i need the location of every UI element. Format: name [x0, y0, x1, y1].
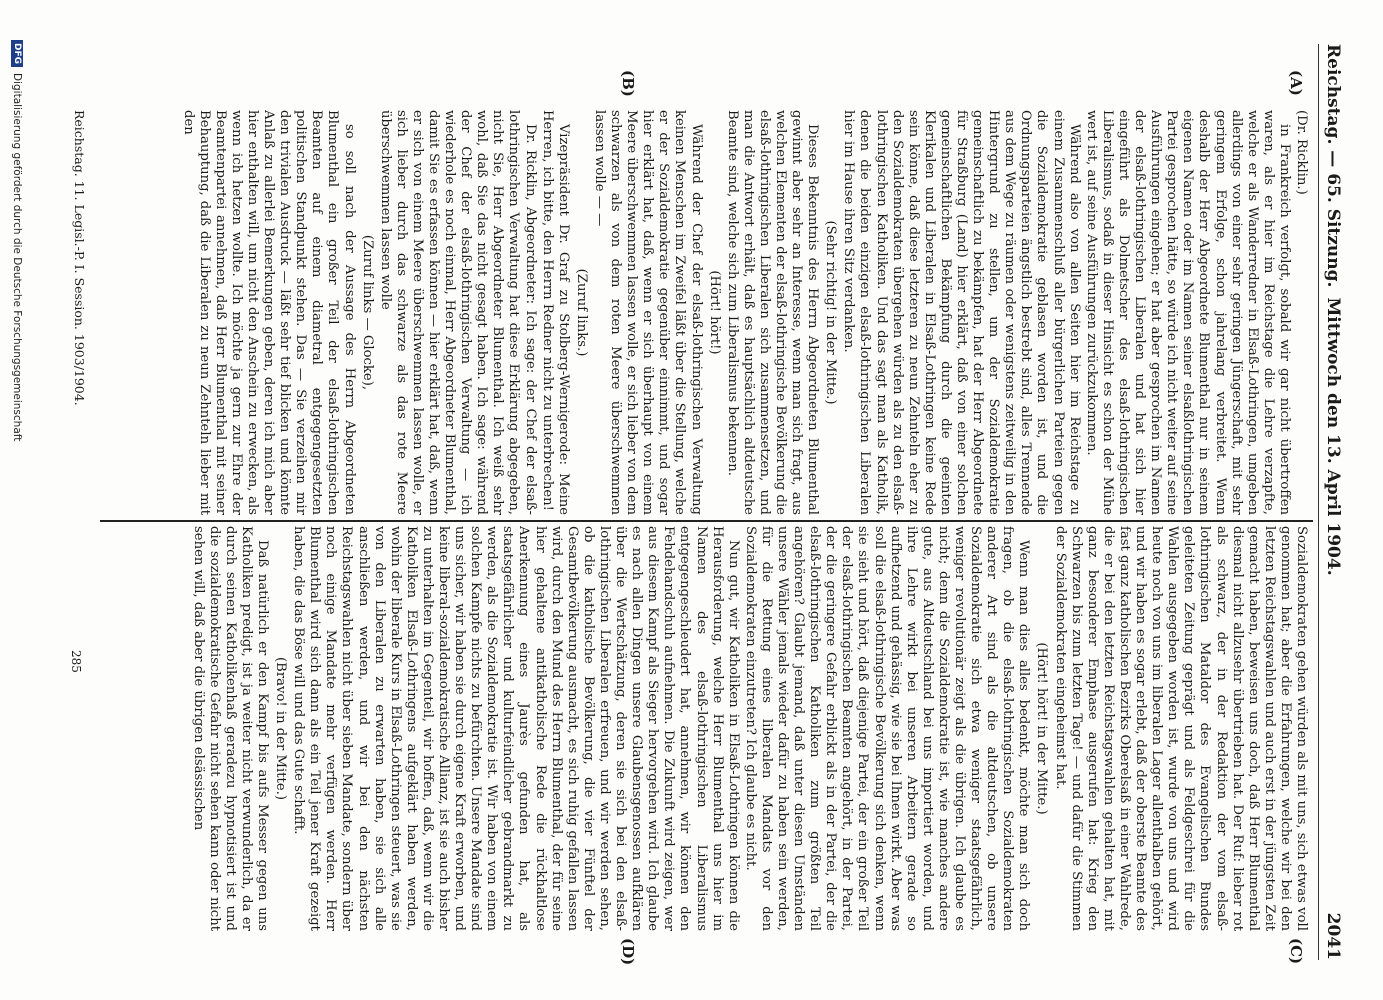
header-date: Mittwoch den 13. April 1904.	[1323, 297, 1343, 576]
margin-mark-c: (C)	[1287, 938, 1305, 965]
paragraph: Dr. Ricklin, Abgeordneter: Ich sage: der Chef der elsaß-lothringischen Verwaltung hat diese Erklärung abgegeben, nicht Sie, Herr Abgeordneter Blumenthal. Ich weiß sehr wohl, daß Sie das nicht gesagt haben. Ich sage: während der Chef der elsaß-lothringischen Verwaltung — ich wiederhole es noch einmal, Herr Abgeordneter Blumenthal, damit Sie es erfassen können — hier erklärt hat, daß, wenn er sich von einem Meere überschwemmen lassen wolle, er sich lieber durch das schwarze als das rote Meere überschwemmen lassen wolle	[377, 110, 538, 515]
margin-mark-b: (B)	[619, 70, 637, 97]
margin-mark-d: (D)	[619, 938, 637, 966]
interjection: (Sehr richtig! in der Mitte.)	[823, 220, 839, 405]
sheet-number: 285	[69, 650, 83, 673]
page-header	[1318, 44, 1357, 960]
paragraph: (Dr. Ricklin.)	[1294, 110, 1309, 195]
paragraph: Daß natürlich er den Kampf bis aufs Messer gegen uns Katholiken predigt, ist ja weiter nicht verwunderlich, da er durch seinen Katholikenhaß geradezu hypnotisiert ist und die sozialdemokratische Gefahr nicht sehen kann oder nicht sehen will, daß aber die übrigen elsässischen	[190, 526, 270, 931]
paragraph: Dieses Bekenntnis des Herrn Abgeordneten Blumenthal gewinnt aber sehr an Interesse, wenn man sich fragt, aus welchen Elementen der elsaß-lothringische Bevölkerung die elsaß-lothringischen Liberalen sich zusammensetzen, und man die Antwort erhält, daß es hauptsächlich altdeutsche Beamte sind, welche sich zum Liberalismus bekennen.	[724, 110, 821, 515]
header-page-number: 2041	[1323, 912, 1343, 960]
dfg-logo: DFG	[11, 40, 23, 67]
paragraph: Während also von allen Seiten hier im Reichstage zu einem Zusammenschluß aller bürgerlichen Parteien gegen die Sozialdemokratie geblasen worden ist, und die Ordnungsparteien ängstlich bestrebt sind, alles Trennende aus dem Wege zu räumen oder wenigstens zeitweilig in den Hintergrund zu stellen, um der Sozialdemokratie gemeinschaftlich zu bekämpfen, hat der Herr Abgeordnete für Straßburg (Land) hier erklärt, daß von einer solchen gemeinschaftlichen Bekämpfung durch die geeinten Klerikalen und Liberalen in Elsaß-Lothringen keine Rede sein könne, daß diese letzteren zu neun Zehnteln eher zu den Sozialdemokraten übergehen würden als zu den elsaß-lothringischen Katholiken. Und das sagt man als Katholik, denen die beiden einzigen elsaß-lothringischen Liberalen hier im Hause ihren Sitz verdanken.	[841, 110, 1082, 515]
column-divider	[100, 520, 1313, 522]
paragraph: Vizepräsident Dr. Graf zu Stolberg-Wernigerode: Meine Herren, ich bitte, den Herrn Redner nicht zu unterbrechen!	[539, 110, 571, 515]
margin-mark-a: (A)	[1287, 70, 1305, 96]
interjection: (Zuruf links — Glocke),	[359, 234, 375, 391]
digitization-notice: Digitalisierung gefördert durch die Deutsche Forschungsgemeinschaft	[11, 73, 23, 442]
interjection: (Hört! hört!)	[706, 270, 722, 355]
paragraph: Während der Chef der elsaß-lothringischen Verwaltung keinen Menschen im Zweifel läßt über die Stellung, welche er der Sozialdemokratie gegenüber einnimmt, und sogar hier erklärt hat, daß, wenn er sich überhaupt von einem Meere überschwemmen lassen wolle, er sich lieber von dem schwarzen als von dem roten Meere überschwemmen lassen wolle — —	[591, 110, 704, 515]
paragraph: in Frankreich verfolgt, sobald wir gar nicht übertroffen waren, als er hier im Reichstage die Lehre verzapfte, welche er als Wanderredner in Elsaß-Lothringen, umgeben allerdings von einer sehr geringen Jüngerschaft, mit sehr geringem Erfolge, schon jahrelang verbreitet. Wenn deshalb der Herr Abgeordnete Blumenthal nur in seinem eigenen Namen oder im Namen seiner elsaßlothringischen Partei gesprochen hätte, so würde ich nicht weiter auf seine Ausführungen eingehen; er hat aber gesprochen im Namen der elsaß-lothringischen Liberalen und hat sich hier eingeführt als Dolmetscher des elsaß-lothringischen Liberalismus, sodaß in dieser Hinsicht es schon der Mühe wert ist, auf seine Ausführungen zurückzukommen.	[1083, 110, 1292, 515]
interjection: (Hört! hört! in der Mitte.)	[1034, 642, 1050, 815]
footer-reference: Reichstag. 11. Legisl.-P. I. Session. 1903/1904.	[72, 110, 87, 406]
digitization-stamp	[11, 40, 23, 441]
interjection: (Zuruf links.)	[573, 268, 589, 357]
right-text-column	[96, 526, 1309, 931]
paragraph: so soll nach der Aussage des Herrn Abgeordneten Blumenthal ein großer Teil der elsaß-lothringischen Beamten auf einem diametral entgegengesetzten politischen Standpunkt stehen. Das — Sie verzeihen mir den trivialen Ausdruck — läßt sehr tief blicken und könnte Anlaß zu allerlei Bemerkungen geben, deren ich mich aber hier enthalten will, um nicht den Anschein zu erwecken, als wenn ich hetzen wollte. Ich möchte ja gern zur Ehre der Beamtenpartei annehmen, daß Herr Blumenthal mit seiner Behauptung, daß die Liberalen zu neun Zehnteln lieber mit den	[180, 110, 357, 515]
paragraph: Sozialdemokraten gehen würden als mit uns, sich etwas voll genommen hat; aber die Erfahrungen, welche wir bei den letzten Reichstagswahlen und auch erst in der jüngsten Zeit gemacht haben, beweisen uns doch, daß Herr Blumenthal diesmal nicht allzusehr übertrieben hat. Der Ruf: lieber rot als schwarz, der in der Redaktion der vom elsaß-lothringischen Mataldor des Evangelischen Bundes geleiteten Zeitung geprägt und als Feldgeschrei für die Wahlen ausgegeben worden ist, wurde von uns und wird heute noch von uns im liberalen Lager allenthalben gehört, und wir haben es sogar erlebt, daß der oberste Beamte des fast ganz katholischen Bezirks Oberelsaß in einer Wahlrede, die er bei den letzten Reichstagswahlen gehalten hat, mit ganz besonderer Emphase ausgerufen hat: Krieg den Schwarzen bis zum letzten Tage! — und dafür die Stimmen der Sozialdemokraten eingeheimst hat.	[1052, 526, 1309, 931]
paragraph: Wenn man dies alles bedenkt, möchte man sich doch fragen, ob die elsaß-lothringischen Sozialdemokraten anderer Art sind als die altdeutschen, ob unsere Sozialdemokratie sich etwa weniger staatsgefährlich, weniger revolutionär zeigt als die übrigen. Ich glaube es nicht; denn die Sozialdemokratie ist, wie manches andere gute, aus Altdeutschland bei uns importiert worden, und ihre Lehre wirkt bei unseren Arbeitern gerade so aufhetzend und gehässig, wie sie bei Ihnen wirkt. Aber was soll die elsaß-lothringische Bevölkerung sich denken, wenn sie sieht und hört, daß diejenige Partei, der ein großer Teil der elsaß-lothringischen Beamten angehört, in der Partei, der die geringere Gefahr erblickt als in der Partei, der die elsaß-lothringischen Katholiken zum größten Teil angehören? Glaubt jemand, daß unter diesen Umständen unsere Wähler jemals wieder dafür zu haben sein werden, für die Rettung eines liberalen Mandats vor den Sozialdemokraten einzutreten? Ich glaube es nicht.	[742, 526, 1032, 931]
paragraph: Nun gut, wir Katholiken in Elsaß-Lothringen können die Herausforderung, welche Herr Blumenthal uns hier im Namen des elsaß-lothringischen Liberalismus entgegengeschleudert hat, annehmen, wir können den Fehdehandschuh aufnehmen. Die Zukunft wird zeigen, wer aus diesem Kampf als Sieger hervorgehen wird. Ich glaube es nach allen Dingen unsere Glaubensgenossen aufklären über die Wertschätzung, deren sie sich bei den elsaß-lothringischen Liberalen erfreuen, und wir werden sehen, ob die katholische Bevölkerung, die vier Fünftel der Gesamtbevölkerung ausmacht, es sich ruhig gefallen lassen wird, durch den Mund des Herrn Blumenthal, der für seine hier gehaltene antikatholische Rede die rückhaltlose Anerkennung eines Jaurès gefunden hat, als staatsgefährlicher und kulturfeindlicher gebrandmarkt zu werden, als die Sozialdemokratie ist. Wir haben von einem solchen Kampfe nichts zu befürchten. Unsere Mandate sind uns sicher, wir haben sie durch eigene Kraft erworben, und keine liberal-sozialdemokratische Allianz, ist sie auch bisher zu unterhalten im Gegenteil, wir hoffen, daß, wenn wir die Katholiken Elsaß-Lothringens aufgeklärt haben werden, wohin der liberale Kurs in Elsaß-Lothringen steuert, was sie von den Liberalen zu erwarten haben, sie sich alle anschließen werden, und wir bei den nächsten Reichstagswahlen nicht über sieben Mandate, sondern über noch einige Mandate mehr verfügen werden. Herr Blumenthal wird sich dann als ein Teil jener Kraft gezeigt haben, die das Böse will und das Gute schafft.	[291, 526, 741, 931]
header-title: Reichstag. — 65. Sitzung.	[1323, 44, 1343, 288]
interjection: (Bravo! in der Mitte.)	[273, 657, 289, 800]
left-text-column	[96, 110, 1309, 515]
